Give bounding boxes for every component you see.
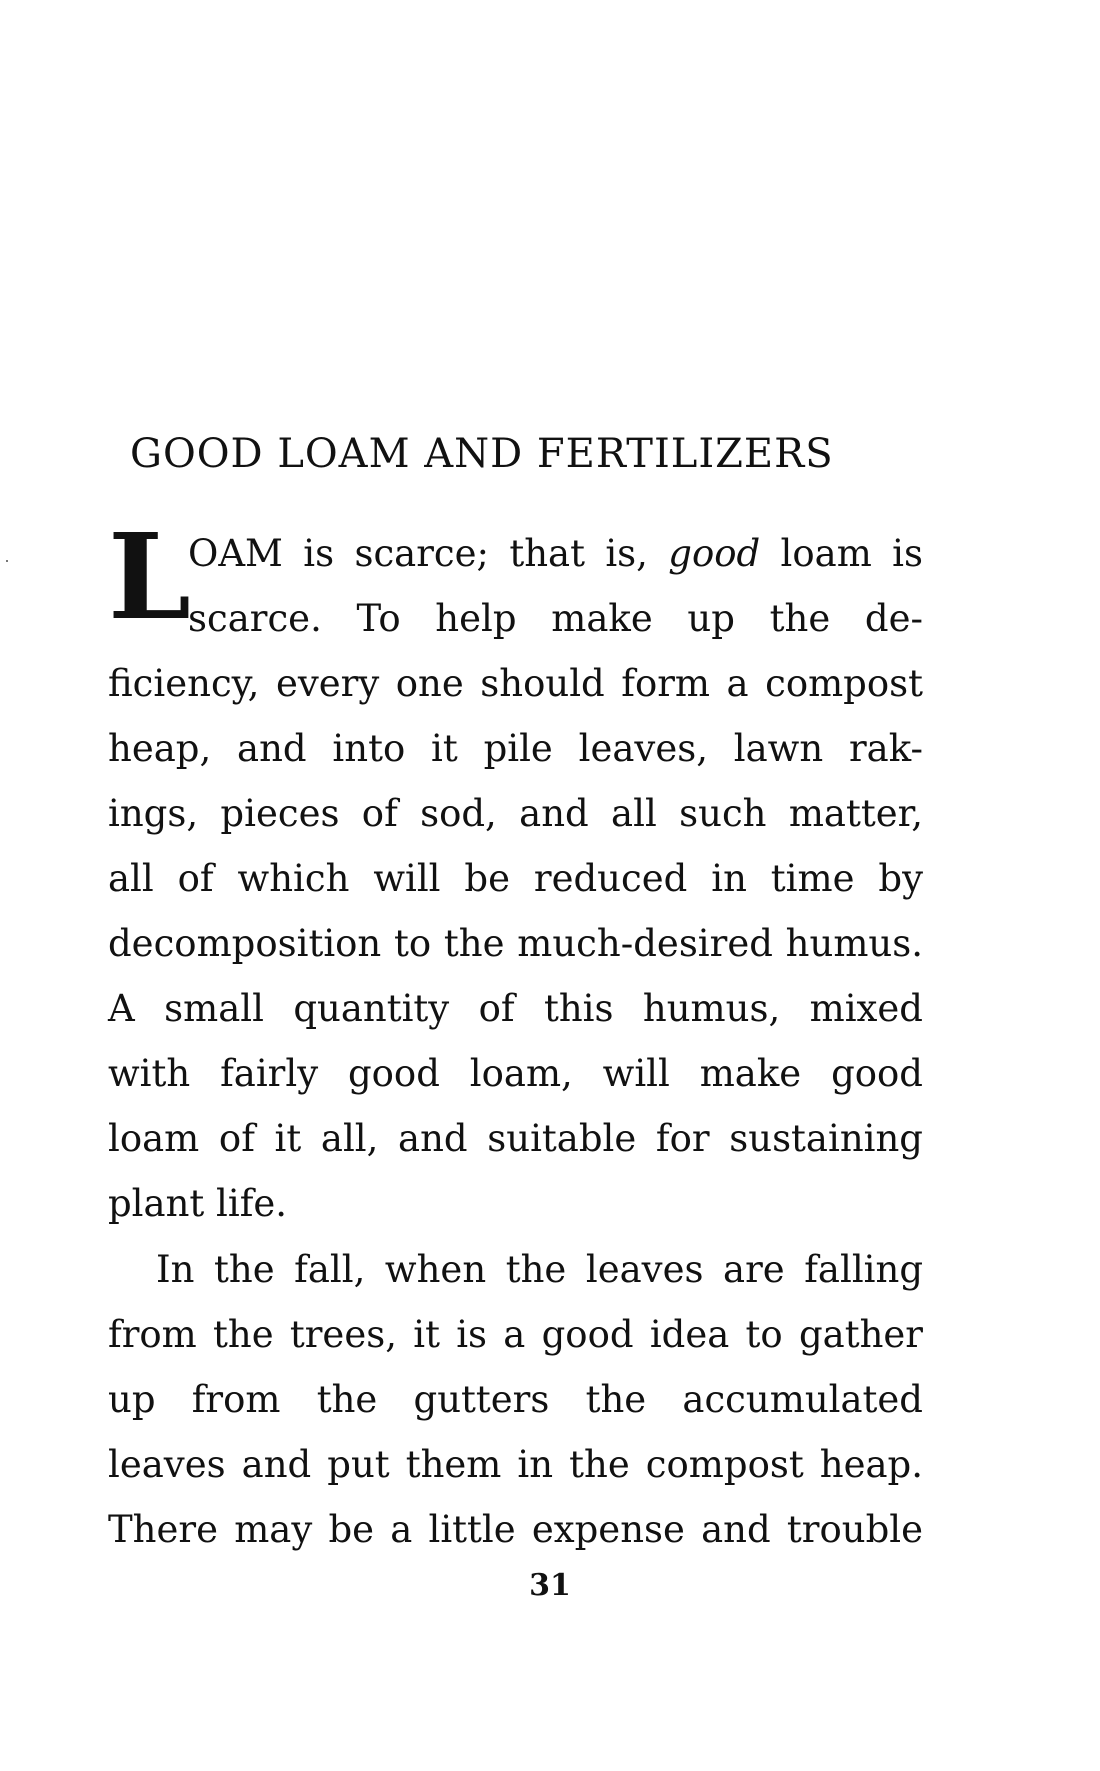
- paragraph-line: ficiency, every one should form a compost: [108, 662, 923, 705]
- paragraph-line: plant life.: [108, 1182, 288, 1225]
- page-number: 31: [529, 1568, 571, 1603]
- paragraph-line: In the fall, when the leaves are falling: [156, 1248, 923, 1291]
- paragraph-line: up from the gutters the accumulated: [108, 1378, 923, 1421]
- paragraph-line: heap, and into it pile leaves, lawn rak-: [108, 727, 923, 770]
- paragraph-line: with fairly good loam, will make good: [108, 1052, 923, 1095]
- paragraph-line: [108, 521, 923, 586]
- scan-speck: [6, 560, 8, 562]
- paragraph-line: decomposition to the much-desired humus.: [108, 922, 923, 965]
- paragraph-line: leaves and put them in the compost heap.: [108, 1443, 923, 1486]
- paragraph-line: A small quantity of this humus, mixed: [108, 987, 923, 1030]
- paragraph-1: [108, 507, 923, 1236]
- paragraph-line: from the trees, it is a good idea to gather: [108, 1313, 923, 1356]
- italic-word: good: [668, 532, 761, 575]
- drop-cap: L: [108, 507, 191, 646]
- line-text: OAM is scarce; that is,: [188, 532, 669, 575]
- paragraph-line: There may be a little expense and trouble: [108, 1508, 923, 1551]
- paragraph-2: [108, 1237, 923, 1562]
- paragraph-line: scarce. To help make up the de-: [188, 597, 923, 640]
- paragraph-line: ings, pieces of sod, and all such matter,: [108, 792, 923, 835]
- chapter-title: GOOD LOAM AND FERTILIZERS: [130, 431, 834, 477]
- paragraph-line: loam of it all, and suitable for sustaining: [108, 1117, 923, 1160]
- line-text: loam is: [760, 532, 923, 575]
- paragraph-line: all of which will be reduced in time by: [108, 857, 923, 900]
